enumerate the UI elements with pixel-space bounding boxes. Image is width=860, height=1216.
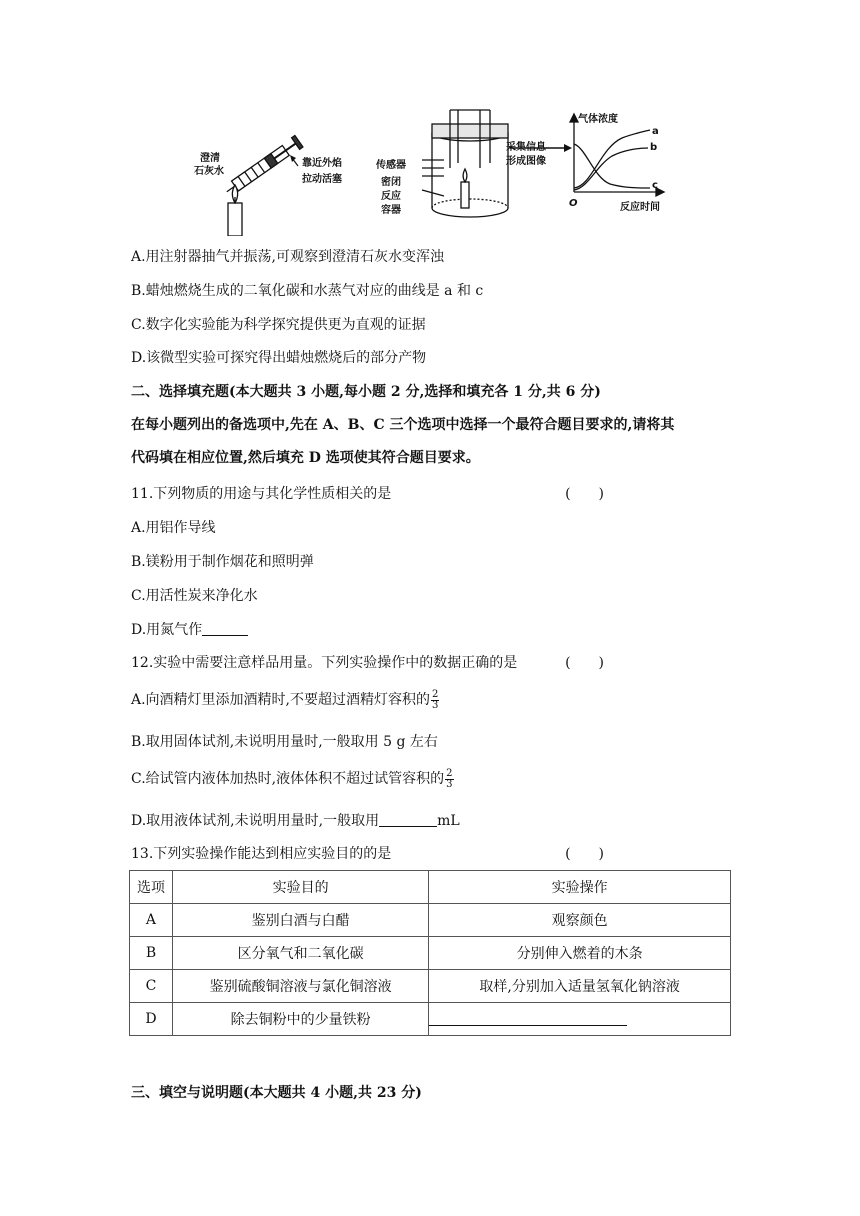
section2-instruction: 代码填在相应位置,然后填充 D 选项使其符合题目要求。 — [131, 450, 480, 466]
table-cell: B — [130, 937, 173, 970]
graph-x-label: 反应时间 — [620, 202, 660, 213]
section3-heading: 三、填空与说明题(本大题共 4 小题,共 23 分) — [131, 1085, 422, 1101]
section2-instruction: 在每小题列出的备选项中,先在 A、B、C 三个选项中选择一个最符合题目要求的,请将其 — [131, 417, 675, 433]
curve-label-c: c — [652, 180, 658, 191]
table-header: 实验目的 — [172, 871, 428, 904]
question-stem: 11.下列物质的用途与其化学性质相关的是 — [131, 486, 392, 502]
figure-label: 反应 — [381, 191, 401, 202]
curve-label-b: b — [650, 142, 658, 153]
table-cell: 取样,分别加入适量氢氧化钠溶液 — [429, 970, 731, 1003]
curve-label-a: a — [652, 126, 659, 137]
table-row — [130, 937, 731, 970]
section2-heading: 二、选择填充题(本大题共 3 小题,每小题 2 分,选择和填充各 1 分,共 6 分) — [131, 384, 601, 400]
answer-parentheses[interactable]: ( ) — [565, 655, 604, 671]
table-cell: 鉴别硫酸铜溶液与氯化铜溶液 — [172, 970, 428, 1003]
table-header: 实验操作 — [429, 871, 731, 904]
q11-option-c: C.用活性炭来净化水 — [131, 588, 258, 604]
q13-table — [129, 870, 731, 1036]
fraction-denominator: 3 — [432, 699, 439, 711]
q11-stem — [131, 483, 732, 505]
table-row — [130, 970, 731, 1003]
q12-stem — [131, 652, 732, 674]
q10-option-b: B.蜡烛燃烧生成的二氧化碳和水蒸气对应的曲线是 a 和 c — [131, 283, 484, 299]
table-header-row — [130, 871, 731, 904]
table-cell: 观察颜色 — [429, 904, 731, 937]
unit-text: mL — [437, 813, 460, 829]
q12-option-a — [131, 689, 732, 711]
figure-label: 容器 — [381, 205, 401, 216]
q13-stem — [131, 843, 732, 865]
table-cell: C — [130, 970, 173, 1003]
arrow-icon — [290, 155, 296, 162]
option-text: D.用氮气作 — [131, 622, 203, 638]
q10-option-a: A.用注射器抽气并振荡,可观察到澄清石灰水变浑浊 — [131, 249, 445, 265]
table-header: 选项 — [130, 871, 173, 904]
q10-option-c: C.数字化实验能为科学探究提供更为直观的证据 — [131, 317, 426, 333]
option-text: A.向酒精灯里添加酒精时,不要超过酒精灯容积的 — [131, 692, 431, 708]
table-cell: 分别伸入燃着的木条 — [429, 937, 731, 970]
fill-blank[interactable] — [379, 812, 437, 827]
figure-label: 采集信息 — [506, 142, 546, 153]
question-stem: 13.下列实验操作能达到相应实验目的的是 — [131, 846, 392, 862]
figure-label: 拉动活塞 — [302, 174, 342, 185]
table-cell: A — [130, 904, 173, 937]
fill-blank[interactable] — [429, 1011, 627, 1026]
table-cell — [429, 1003, 731, 1036]
option-text: D.取用液体试剂,未说明用量时,一般取用 — [131, 813, 380, 829]
figure-label: 形成图像 — [506, 156, 546, 167]
q12-option-b: B.取用固体试剂,未说明用量时,一般取用 5 g 左右 — [131, 734, 438, 750]
option-text: C.给试管内液体加热时,液体体积不超过试管容积的 — [131, 771, 445, 787]
graph-origin: O — [569, 198, 578, 209]
fraction-numerator: 2 — [432, 688, 439, 700]
figure-label: 传感器 — [376, 160, 406, 171]
experiment-figure — [160, 108, 680, 236]
q10-option-d: D.该微型实验可探究得出蜡烛燃烧后的部分产物 — [131, 350, 427, 366]
fraction-numerator: 2 — [446, 767, 453, 779]
fraction — [431, 690, 439, 711]
q12-option-c — [131, 768, 732, 790]
table-cell: 除去铜粉中的少量铁粉 — [172, 1003, 428, 1036]
table-row — [130, 904, 731, 937]
fraction-denominator: 3 — [446, 778, 453, 790]
graph-y-label: 气体浓度 — [578, 114, 618, 125]
answer-parentheses[interactable]: ( ) — [565, 846, 604, 862]
question-stem: 12.实验中需要注意样品用量。下列实验操作中的数据正确的是 — [131, 655, 518, 671]
fraction — [445, 769, 453, 790]
figure-label: 石灰水 — [194, 166, 224, 177]
figure-label: 澄清 — [200, 153, 220, 164]
table-cell: 区分氧气和二氧化碳 — [172, 937, 428, 970]
answer-parentheses[interactable]: ( ) — [565, 486, 604, 502]
figure-label: 密闭 — [381, 177, 401, 188]
q12-option-d — [131, 810, 732, 832]
q11-option-b: B.镁粉用于制作烟花和照明弹 — [131, 554, 314, 570]
concentration-graph — [570, 114, 664, 196]
q11-option-a: A.用铝作导线 — [131, 520, 216, 536]
syringe-icon — [223, 136, 303, 236]
q11-option-d — [131, 619, 732, 641]
figure-label: 靠近外焰 — [302, 158, 342, 169]
table-cell: D — [130, 1003, 173, 1036]
table-cell: 鉴别白酒与白醋 — [172, 904, 428, 937]
fill-blank[interactable] — [202, 621, 248, 636]
arrow-icon — [564, 144, 572, 152]
table-row — [130, 1003, 731, 1036]
